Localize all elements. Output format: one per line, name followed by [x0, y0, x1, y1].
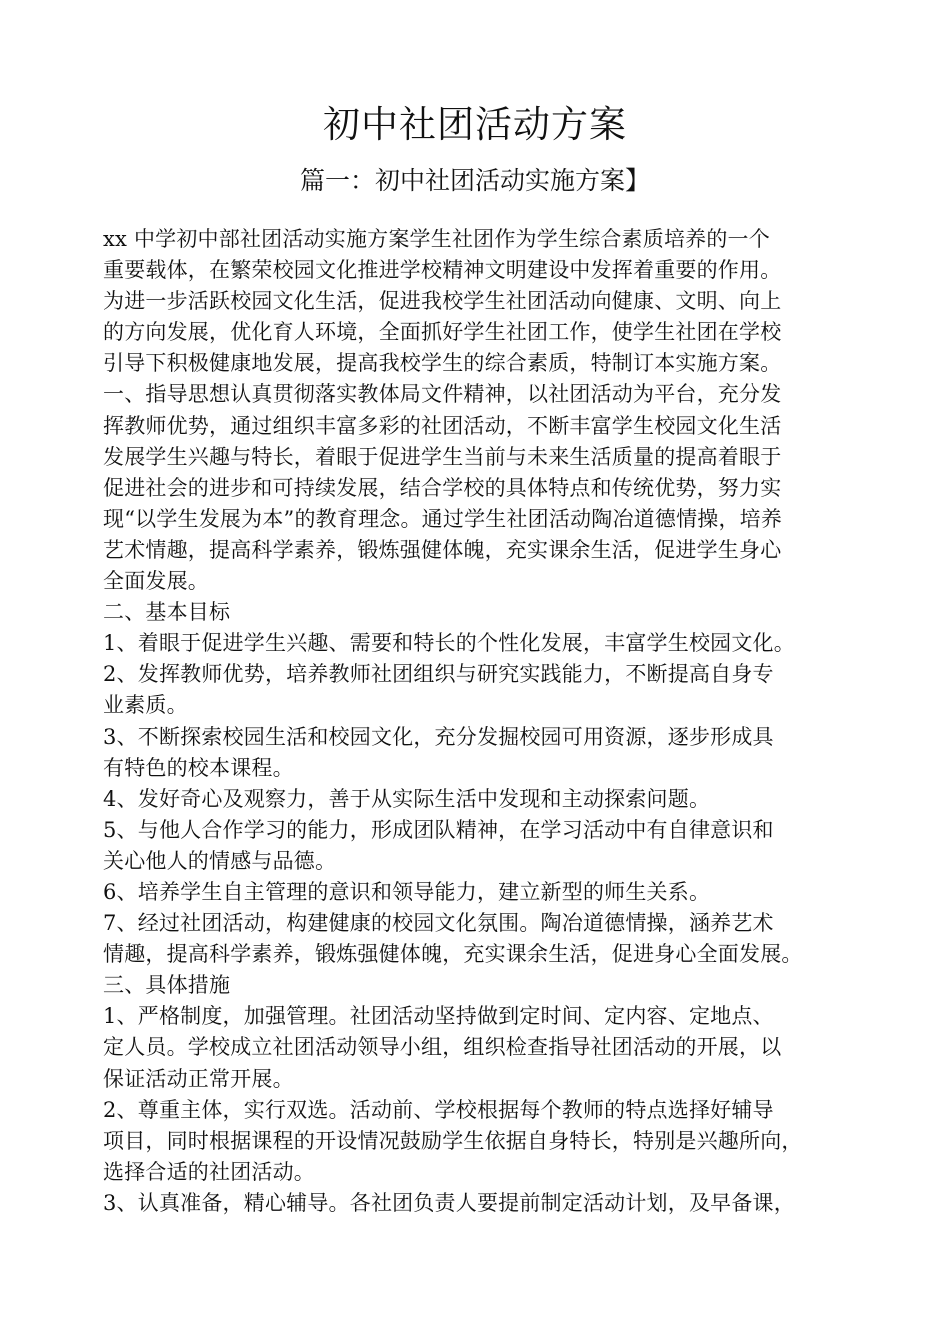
document-title: 初中社团活动方案	[323, 103, 627, 146]
body-line: 一、指导思想认真贯彻落实教体局文件精神，以社团活动为平台，充分发	[103, 382, 782, 407]
body-line: 现“以学生发展为本”的教育理念。通过学生社团活动陶冶道德情操，培养	[103, 506, 783, 531]
body-line: 挥教师优势，通过组织丰富多彩的社团活动，不断丰富学生校园文化生活	[103, 413, 782, 438]
body-line: 7、经过社团活动，构建健康的校园文化氛围。陶冶道德情操，涵养艺术	[103, 911, 774, 936]
body-line: 3、认真准备，精心辅导。各社团负责人要提前制定活动计划，及早备课，	[103, 1190, 795, 1215]
body-line: 4、发好奇心及观察力，善于从实际生活中发现和主动探索问题。	[103, 786, 711, 811]
body-line: 情趣，提高科学素养，锻炼强健体魄，充实课余生活，促进身心全面发展。	[103, 942, 803, 967]
body-line: 三、具体措施	[103, 973, 231, 998]
body-line: 1、着眼于促进学生兴趣、需要和特长的个性化发展，丰富学生校园文化。	[103, 631, 795, 656]
body-line: 引导下积极健康地发展，提高我校学生的综合素质，特制订本实施方案。	[103, 351, 782, 376]
body-line: 促进社会的进步和可持续发展，结合学校的具体特点和传统优势，努力实	[103, 475, 782, 500]
body-line: 重要载体，在繁荣校园文化推进学校精神文明建设中发挥着重要的作用。	[103, 258, 782, 283]
body-line: xx 中学初中部社团活动实施方案学生社团作为学生综合素质培养的一个	[103, 227, 770, 251]
body-line: 二、基本目标	[103, 600, 231, 625]
document-subtitle: 篇一：初中社团活动实施方案】	[299, 166, 650, 195]
body-line: 艺术情趣，提高科学素养，锻炼强健体魄，充实课余生活，促进学生身心	[103, 537, 782, 562]
body-line: 1、严格制度，加强管理。社团活动坚持做到定时间、定内容、定地点、	[103, 1004, 774, 1029]
body-line: 3、不断探索校园生活和校园文化，充分发掘校园可用资源，逐步形成具	[103, 724, 774, 749]
body-line: 选择合适的社团活动。	[103, 1159, 315, 1184]
body-line: 定人员。学校成立社团活动领导小组，组织检查指导社团活动的开展，以	[103, 1035, 782, 1060]
body-line: 2、尊重主体，实行双选。活动前、学校根据每个教师的特点选择好辅导	[103, 1097, 774, 1122]
body-line: 项目，同时根据课程的开设情况鼓励学生依据自身特长，特别是兴趣所向，	[103, 1128, 803, 1153]
body-line: 保证活动正常开展。	[103, 1066, 294, 1091]
body-line: 有特色的校本课程。	[103, 755, 294, 780]
document-body	[103, 224, 873, 1219]
body-line: 2、发挥教师优势，培养教师社团组织与研究实践能力，不断提高自身专	[103, 662, 774, 687]
body-line: 5、与他人合作学习的能力，形成团队精神，在学习活动中有自律意识和	[103, 817, 774, 842]
body-line: 全面发展。	[103, 569, 209, 594]
body-line: 6、培养学生自主管理的意识和领导能力，建立新型的师生关系。	[103, 879, 711, 904]
body-line: 为进一步活跃校园文化生活，促进我校学生社团活动向健康、文明、向上	[103, 289, 782, 314]
body-line: 发展学生兴趣与特长，着眼于促进学生当前与未来生活质量的提高着眼于	[103, 444, 782, 469]
body-line: 的方向发展，优化育人环境，全面抓好学生社团工作，使学生社团在学校	[103, 320, 782, 345]
body-line: 关心他人的情感与品德。	[103, 848, 337, 873]
body-line: 业素质。	[103, 693, 188, 718]
